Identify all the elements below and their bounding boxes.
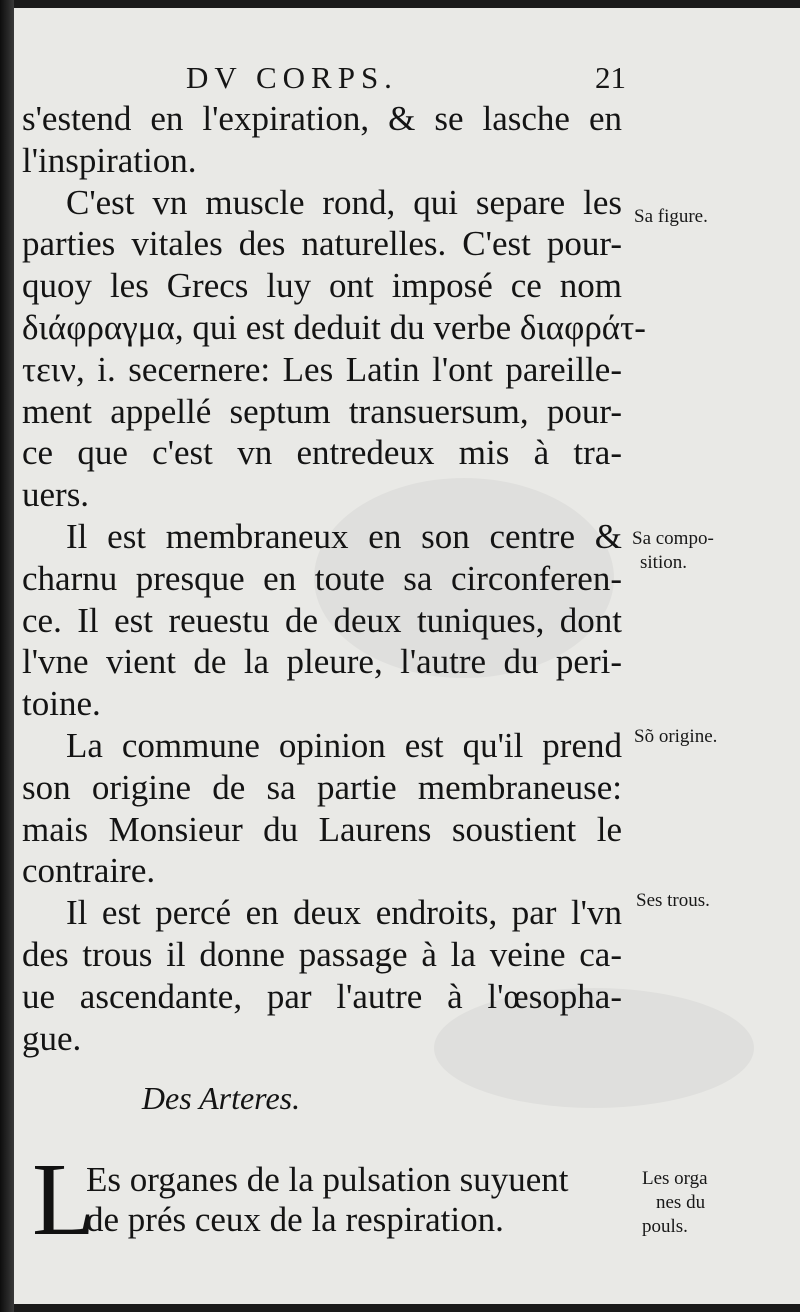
final-paragraph: [86, 1160, 622, 1240]
text-line: ce. Il est reuestu de deux tuniques, dont: [22, 600, 622, 640]
text-line: uers.: [22, 475, 90, 515]
margin-note-origine: Sõ origine.: [634, 726, 718, 747]
margin-note-pouls-end: pouls.: [642, 1216, 688, 1237]
text-line: parties vitales des naturelles. C'est pour-: [22, 224, 622, 264]
margin-note-figure: Sa figure.: [634, 206, 708, 227]
text-line: charnu presque en toute sa circonferen-: [22, 558, 622, 598]
text-line: toine.: [22, 684, 101, 724]
text-line: Es organes de la pulsation suyuent: [86, 1160, 569, 1199]
text-line: son origine de sa partie membraneuse:: [22, 767, 622, 807]
drop-cap: L: [32, 1142, 96, 1257]
text-line: l'vne vient de la pleure, l'autre du peri-: [22, 642, 622, 682]
body-text: [22, 98, 646, 1059]
margin-note-pouls-cont: nes du: [656, 1192, 706, 1213]
text-line: des trous il donne passage à la veine ca-: [22, 934, 622, 974]
text-line: Il est percé en deux endroits, par l'vn: [66, 893, 622, 933]
text-line: de prés ceux de la respiration.: [86, 1200, 504, 1239]
page-number: 21: [595, 60, 626, 95]
text-line: s'estend en l'expiration, & se lasche en: [22, 99, 622, 138]
margin-note-trous: Ses trous.: [636, 890, 710, 911]
margin-note-composition: Sa compo-: [632, 528, 714, 549]
text-line: La commune opinion est qu'il prend: [66, 725, 622, 765]
running-title: DV CORPS.: [186, 60, 398, 95]
text-line: τειν, i. secernere: Les Latin l'ont pareille-: [22, 349, 622, 389]
text-line: ue ascendante, par l'autre à l'œsopha-: [22, 976, 622, 1016]
text-line: mais Monsieur du Laurens soustient le: [22, 809, 622, 849]
text-line: ce que c'est vn entredeux mis à tra-: [22, 433, 622, 473]
text-line: C'est vn muscle rond, qui separe les: [66, 182, 622, 222]
page-header: [186, 60, 626, 100]
section-heading: Des Arteres.: [141, 1080, 301, 1116]
text-line: contraire.: [22, 851, 156, 891]
text-line: gue.: [22, 1018, 82, 1058]
text-line: ment appellé septum transuersum, pour-: [22, 391, 622, 431]
text-line: Il est membraneux en son centre &: [66, 516, 622, 556]
text-line: quoy les Grecs luy ont imposé ce nom: [22, 266, 622, 306]
text-line: διάφραγμα, qui est deduit du verbe διαφράτ-: [22, 307, 646, 347]
margin-note-pouls: Les orga: [642, 1168, 708, 1189]
text-line: l'inspiration.: [22, 140, 197, 180]
margin-note-composition-cont: sition.: [640, 552, 687, 573]
